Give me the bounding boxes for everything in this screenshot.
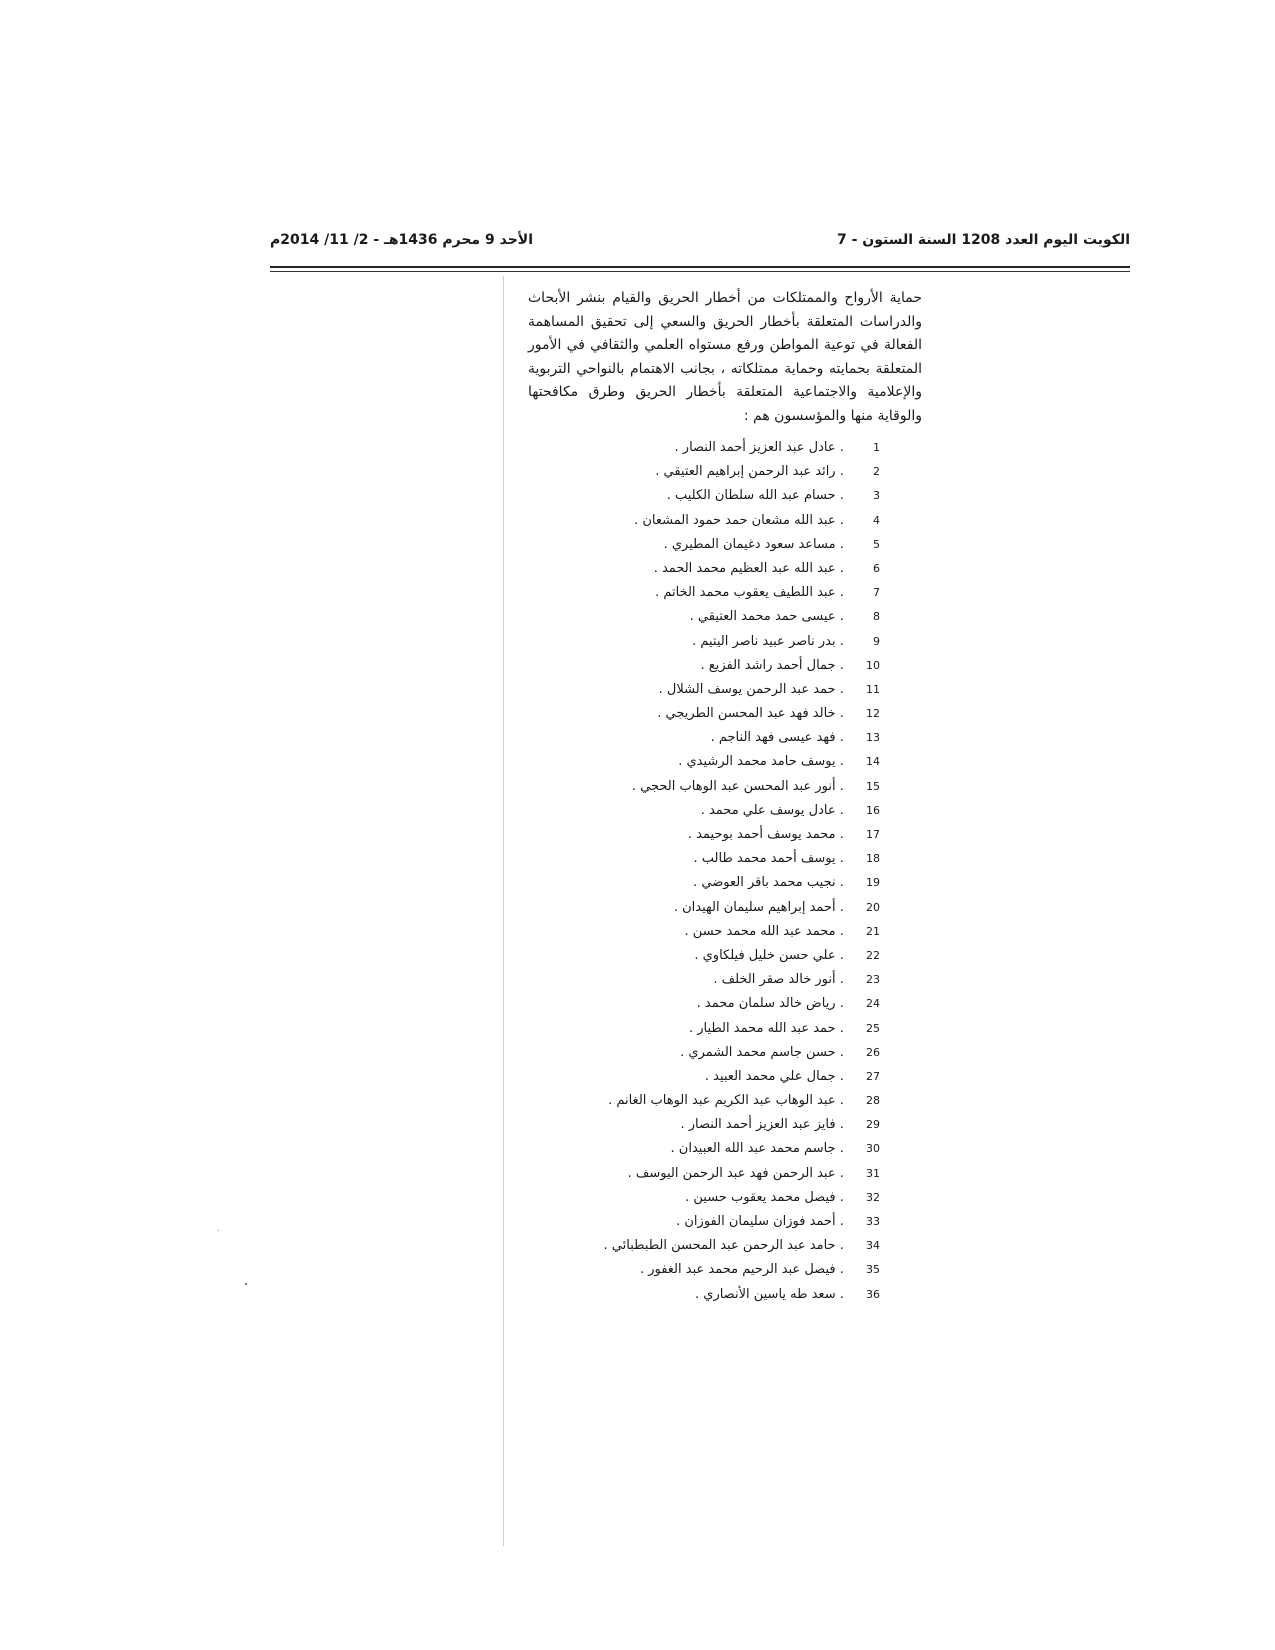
header-rule-thin: [270, 271, 1130, 272]
list-item-name: حسام عبد الله سلطان الكليب .: [666, 488, 836, 504]
list-item: 4 . عبد الله مشعان حمد حمود المشعان .: [540, 509, 880, 533]
scan-speck: [245, 1283, 247, 1285]
scan-speck: [218, 1230, 219, 1231]
list-item: 31 . عبد الرحمن فهد عبد الرحمن اليوسف .: [540, 1162, 880, 1186]
list-item: 1 . عادل عبد العزيز أحمد النصار .: [540, 436, 880, 460]
list-item-number: 10: [866, 658, 880, 672]
list-item: 19 . نجيب محمد باقر العوضي .: [540, 871, 880, 895]
list-item: 17 . محمد يوسف أحمد بوحيمد .: [540, 823, 880, 847]
list-item-number: 36: [866, 1287, 880, 1301]
list-item: 34 . حامد عبد الرحمن عبد المحسن الطبطبائي .: [540, 1234, 880, 1258]
list-item-name: بدر ناصر عبيد ناصر اليتيم .: [692, 633, 836, 649]
list-item-number: 27: [866, 1069, 880, 1083]
list-item: 35 . فيصل عبد الرحيم محمد عبد الغفور .: [540, 1258, 880, 1282]
list-item-name: أحمد فوزان سليمان الفوزان .: [676, 1214, 836, 1229]
list-item-name: جاسم محمد عبد الله العبيدان .: [670, 1141, 836, 1157]
list-item-name: عبد اللطيف يعقوب محمد الخاتم .: [655, 585, 836, 601]
list-item: 28 . عبد الوهاب عبد الكريم عبد الوهاب الغانم .: [540, 1089, 880, 1113]
list-item-name: نجيب محمد باقر العوضي .: [693, 875, 836, 891]
list-item-number: 26: [866, 1045, 880, 1059]
list-item-number: 3: [873, 489, 880, 503]
list-item-number: 31: [866, 1166, 880, 1180]
list-item-name: حسن جاسم محمد الشمري .: [680, 1044, 836, 1060]
list-item: 15 . أنور عبد المحسن عبد الوهاب الحجي .: [540, 775, 880, 799]
list-item-name: فيصل عبد الرحيم محمد عبد الغفور .: [639, 1262, 836, 1278]
list-item-number: 7: [873, 586, 880, 600]
list-item-name: مساعد سعود دغيمان المطيري .: [663, 536, 836, 552]
list-item: 7 . عبد اللطيف يعقوب محمد الخاتم .: [540, 581, 880, 605]
list-item-number: 32: [866, 1190, 880, 1204]
list-item-name: رائد عبد الرحمن إبراهيم العتيقي .: [655, 464, 836, 480]
list-item-name: يوسف حامد محمد الرشيدي .: [678, 754, 836, 770]
list-item: 24 . رياض خالد سلمان محمد .: [540, 992, 880, 1016]
list-item-name: جمال علي محمد العبيد .: [704, 1068, 836, 1084]
list-item: 14 . يوسف حامد محمد الرشيدي .: [540, 750, 880, 774]
list-item: 8 . عيسى حمد محمد العتيقي .: [540, 605, 880, 629]
list-item-name: فيصل محمد يعقوب حسين .: [685, 1189, 836, 1205]
list-item: 32 . فيصل محمد يعقوب حسين .: [540, 1186, 880, 1210]
list-item-number: 29: [866, 1118, 880, 1132]
list-item-number: 4: [873, 513, 880, 527]
list-item: 11 . حمد عبد الرحمن يوسف الشلال .: [540, 678, 880, 702]
list-item-name: عيسى حمد محمد العتيقي .: [689, 609, 836, 625]
body-paragraph: حماية الأرواح والممتلكات من أخطار الحريق والقيام بنشر الأبحاث والدراسات المتعلقة بأخطار الحريق والسعي إلى تحقيق المساهمة الفعالة في توعية المواطن ورفع مستواه العلمي والثقافي في الأمور المتعلقة بحمايته وحماية ممتلكاته ، بجانب الاهتمام بالنواحي التربوية والإعلامية والاجتماعية المتعلقة بأخطار الحريق وطرق مكافحتها والوقاية منها والمؤسسون هم :: [528, 290, 922, 424]
header-rule-thick: [270, 266, 1130, 268]
list-item-number: 1: [873, 441, 880, 454]
list-item-name: فايز عبد العزيز أحمد النصار .: [680, 1117, 836, 1133]
list-item-name: أنور خالد صقر الخلف .: [713, 972, 836, 988]
list-item-number: 14: [866, 755, 880, 769]
list-item-name: علي حسن خليل فيلكاوي .: [694, 947, 836, 963]
list-item-name: أحمد إبراهيم سليمان الهيدان .: [673, 899, 836, 915]
list-item-name: محمد عبد الله محمد حسن .: [684, 923, 836, 939]
list-item-number: 2: [873, 465, 880, 479]
list-item-name: عبد الرحمن فهد عبد الرحمن اليوسف .: [627, 1165, 836, 1181]
list-item: 33 . أحمد فوزان سليمان الفوزان .: [540, 1210, 880, 1234]
list-item: 22 . علي حسن خليل فيلكاوي .: [540, 944, 880, 968]
list-item-name: عبد الله عبد العظيم محمد الحمد .: [653, 560, 836, 576]
list-item: 23 . أنور خالد صقر الخلف .: [540, 968, 880, 992]
list-item-number: 8: [873, 610, 880, 624]
list-item-number: 15: [866, 779, 880, 793]
list-item-number: 35: [866, 1263, 880, 1277]
list-item-name: رياض خالد سلمان محمد .: [696, 996, 836, 1012]
list-item: 6 . عبد الله عبد العظيم محمد الحمد .: [540, 557, 880, 581]
list-item: 3 . حسام عبد الله سلطان الكليب .: [540, 484, 880, 508]
list-item: 18 . يوسف أحمد محمد طالب .: [540, 847, 880, 871]
list-item: 21 . محمد عبد الله محمد حسن .: [540, 920, 880, 944]
list-item-name: عبد الوهاب عبد الكريم عبد الوهاب الغانم .: [608, 1093, 836, 1109]
list-item-name: حامد عبد الرحمن عبد المحسن الطبطبائي .: [603, 1238, 836, 1254]
list-item-number: 23: [866, 973, 880, 987]
list-item: 20 . أحمد إبراهيم سليمان الهيدان .: [540, 896, 880, 920]
list-item-number: 21: [866, 924, 880, 938]
list-item-name: خالد فهد عبد المحسن الطريجي .: [657, 706, 836, 722]
list-item-number: 16: [866, 803, 880, 817]
list-item-number: 20: [866, 900, 880, 914]
list-item-number: 9: [873, 634, 880, 648]
list-item-name: جمال أحمد راشد الفزيع .: [700, 657, 836, 673]
list-item: 16 . عادل يوسف علي محمد .: [540, 799, 880, 823]
list-item-name: حمد عبد الرحمن يوسف الشلال .: [658, 681, 836, 697]
page-header: [270, 232, 1130, 260]
founders-list: [540, 436, 880, 1307]
list-item-number: 28: [866, 1094, 880, 1108]
header-publication-info: الكويت اليوم العدد 1208 السنة الستون - 7: [837, 232, 1130, 248]
list-item: 27 . جمال علي محمد العبيد .: [540, 1065, 880, 1089]
list-item-name: فهد عيسى فهد الناجم .: [710, 730, 836, 746]
list-item: 26 . حسن جاسم محمد الشمري .: [540, 1041, 880, 1065]
list-item-name: يوسف أحمد محمد طالب .: [693, 851, 836, 867]
list-item: 5 . مساعد سعود دغيمان المطيري .: [540, 533, 880, 557]
list-item-name: سعد طه ياسين الأنصاري .: [695, 1286, 836, 1302]
list-item-number: 18: [866, 852, 880, 866]
header-date: الأحد 9 محرم 1436هـ - 2/ 11/ 2014م: [270, 232, 534, 248]
list-item-number: 11: [866, 682, 880, 696]
list-item-number: 30: [866, 1142, 880, 1156]
list-item: 36 . سعد طه ياسين الأنصاري .: [540, 1283, 880, 1307]
list-item: 12 . خالد فهد عبد المحسن الطريجي .: [540, 702, 880, 726]
list-item-number: 17: [866, 828, 880, 841]
list-item-number: 13: [866, 731, 880, 745]
list-item-name: عادل يوسف علي محمد .: [700, 802, 836, 818]
list-item-name: عادل عبد العزيز أحمد النصار .: [674, 440, 836, 455]
list-item-name: عبد الله مشعان حمد حمود المشعان .: [634, 512, 836, 528]
list-item-number: 34: [866, 1239, 880, 1253]
list-item-number: 22: [866, 948, 880, 962]
list-item-number: 19: [866, 876, 880, 890]
column-divider: [503, 276, 504, 1546]
list-item-name: حمد عبد الله محمد الطيار .: [688, 1020, 836, 1036]
list-item: 13 . فهد عيسى فهد الناجم .: [540, 726, 880, 750]
list-item-number: 25: [866, 1021, 880, 1035]
list-item: 30 . جاسم محمد عبد الله العبيدان .: [540, 1137, 880, 1161]
list-item: 25 . حمد عبد الله محمد الطيار .: [540, 1017, 880, 1041]
list-item: 2 . رائد عبد الرحمن إبراهيم العتيقي .: [540, 460, 880, 484]
list-item-name: أنور عبد المحسن عبد الوهاب الحجي .: [631, 778, 836, 794]
list-item-number: 6: [873, 561, 880, 575]
list-item-number: 5: [873, 537, 880, 551]
list-item: 9 . بدر ناصر عبيد ناصر اليتيم .: [540, 630, 880, 654]
list-item-number: 33: [866, 1215, 880, 1228]
list-item-name: محمد يوسف أحمد بوحيمد .: [687, 827, 836, 842]
list-item: 29 . فايز عبد العزيز أحمد النصار .: [540, 1113, 880, 1137]
list-item-number: 12: [866, 707, 880, 721]
list-item: 10 . جمال أحمد راشد الفزيع .: [540, 654, 880, 678]
list-item-number: 24: [866, 997, 880, 1011]
